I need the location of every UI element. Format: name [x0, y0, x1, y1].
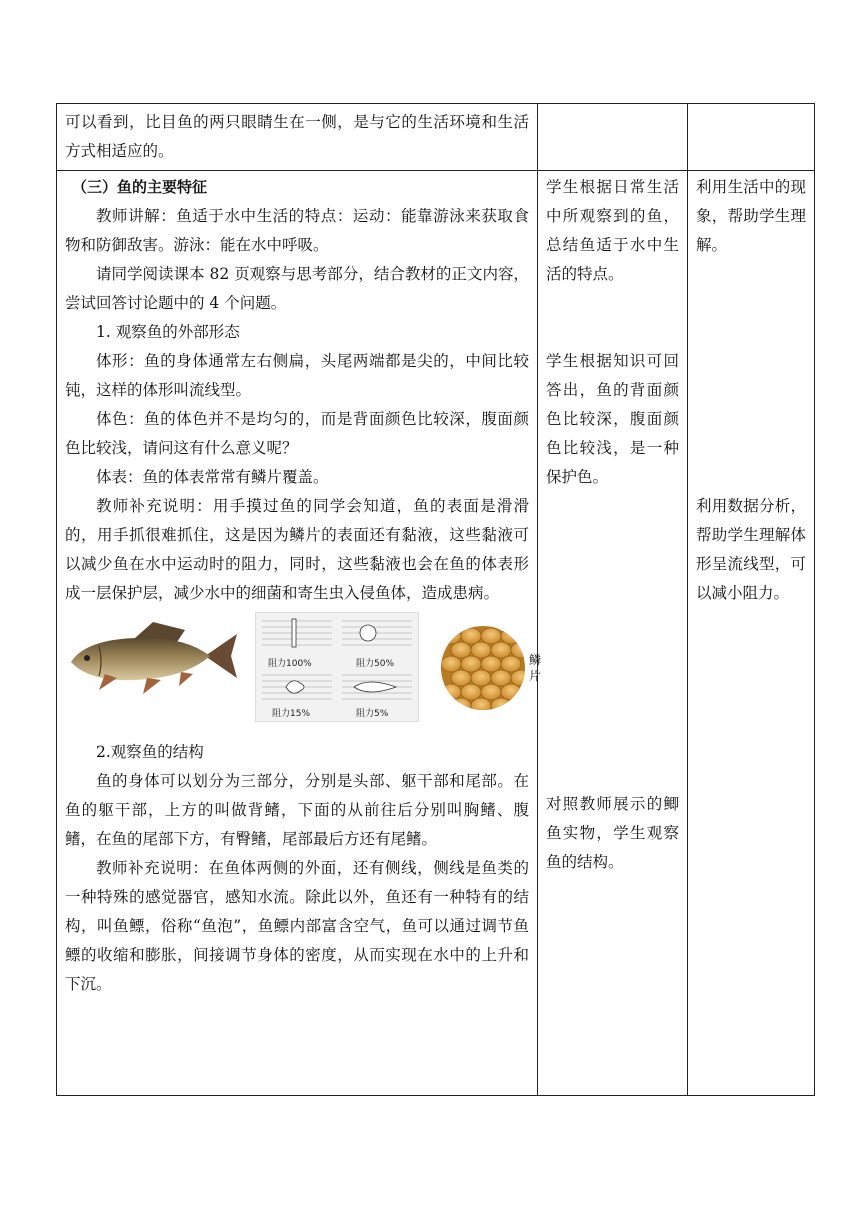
- figure-row: [65, 612, 542, 732]
- fish-scale-image: [437, 624, 529, 712]
- flow-label: 阻力5%: [356, 709, 389, 719]
- scale-label: 鳞片: [529, 653, 542, 683]
- student-note: 学生根据日常生活中所观察到的鱼，总结鱼适于水中生活的特点。: [546, 178, 679, 283]
- paragraph: 体表：鱼的体表常常有鳞片覆盖。: [96, 468, 329, 486]
- table-row: [57, 171, 815, 1096]
- flow-label: 阻力100%: [268, 659, 312, 669]
- paragraph: 教师讲解：鱼适于水中生活的特点：运动：能靠游泳来获取食物和防御敌害。游泳：能在水中呼吸。: [65, 207, 529, 254]
- flow-label: 阻力15%: [272, 709, 311, 719]
- teacher-activity-cell: [57, 171, 542, 1096]
- intent-note: 利用数据分析，帮助学生理解体形呈流线型，可以减小阻力。: [696, 497, 806, 602]
- paragraph: 教师补充说明：在鱼体两侧的外面，还有侧线，侧线是鱼类的一种特殊的感觉器官，感知水流。除此以外，鱼还有一种特有的结构，叫鱼鳔，俗称“鱼泡”，鱼鳔内部富含空气，鱼可以通过调节鱼鳔的收缩和膨胀，间接调节身体的密度，从而实现在水中的上升和下沉。: [65, 859, 529, 993]
- student-activity-cell: [538, 171, 688, 1096]
- section-heading: （三）鱼的主要特征: [72, 178, 208, 196]
- carp-image: [65, 616, 241, 698]
- subheading: 1. 观察鱼的外部形态: [96, 323, 240, 341]
- paragraph: 可以看到，比目鱼的两只眼睛生在一侧，是与它的生活环境和生活方式相适应的。: [65, 113, 529, 160]
- lesson-table: [56, 103, 815, 1096]
- design-intent-cell: [688, 104, 815, 171]
- paragraph: 体形：鱼的身体通常左右侧扁，头尾两端都是尖的，中间比较钝，这样的体形叫流线型。: [65, 352, 529, 399]
- student-activity-cell: [538, 104, 688, 171]
- paragraph: 教师补充说明：用手摸过鱼的同学会知道，鱼的表面是滑滑的，用手抓很难抓住，这是因为鳞片的表面还有黏液，这些黏液可以减少鱼在水中运动时的阻力，同时，这些黏液也会在鱼的体表形成一层保护层，减少水中的细菌和寄生虫入侵鱼体，造成患病。: [65, 497, 529, 602]
- paragraph: 鱼的身体可以划分为三部分，分别是头部、躯干部和尾部。在鱼的躯干部，上方的叫做背鳍，下面的从前往后分别叫胸鳍、腹鳍，在鱼的尾部下方，有臀鳍，尾部最后方还有尾鳍。: [65, 772, 529, 848]
- paragraph: 体色：鱼的体色并不是均匀的，而是背面颜色比较深，腹面颜色比较浅，请问这有什么意义呢？: [65, 410, 529, 457]
- student-note: 对照教师展示的鲫鱼实物，学生观察鱼的结构。: [546, 795, 679, 871]
- design-intent-cell: [688, 171, 815, 1096]
- intent-note: 利用生活中的现象，帮助学生理解。: [696, 178, 806, 254]
- subheading: 2.观察鱼的结构: [96, 743, 204, 761]
- resistance-diagram: [255, 612, 419, 722]
- flow-label: 阻力50%: [356, 659, 395, 669]
- teacher-activity-cell: [57, 104, 538, 171]
- table-row: [57, 104, 815, 171]
- student-note: 学生根据知识可回答出，鱼的背面颜色比较深，腹面颜色比较浅，是一种保护色。: [546, 352, 679, 486]
- paragraph: 请同学阅读课本 82 页观察与思考部分，结合教材的正文内容，尝试回答讨论题中的 4 个问题。: [65, 265, 529, 312]
